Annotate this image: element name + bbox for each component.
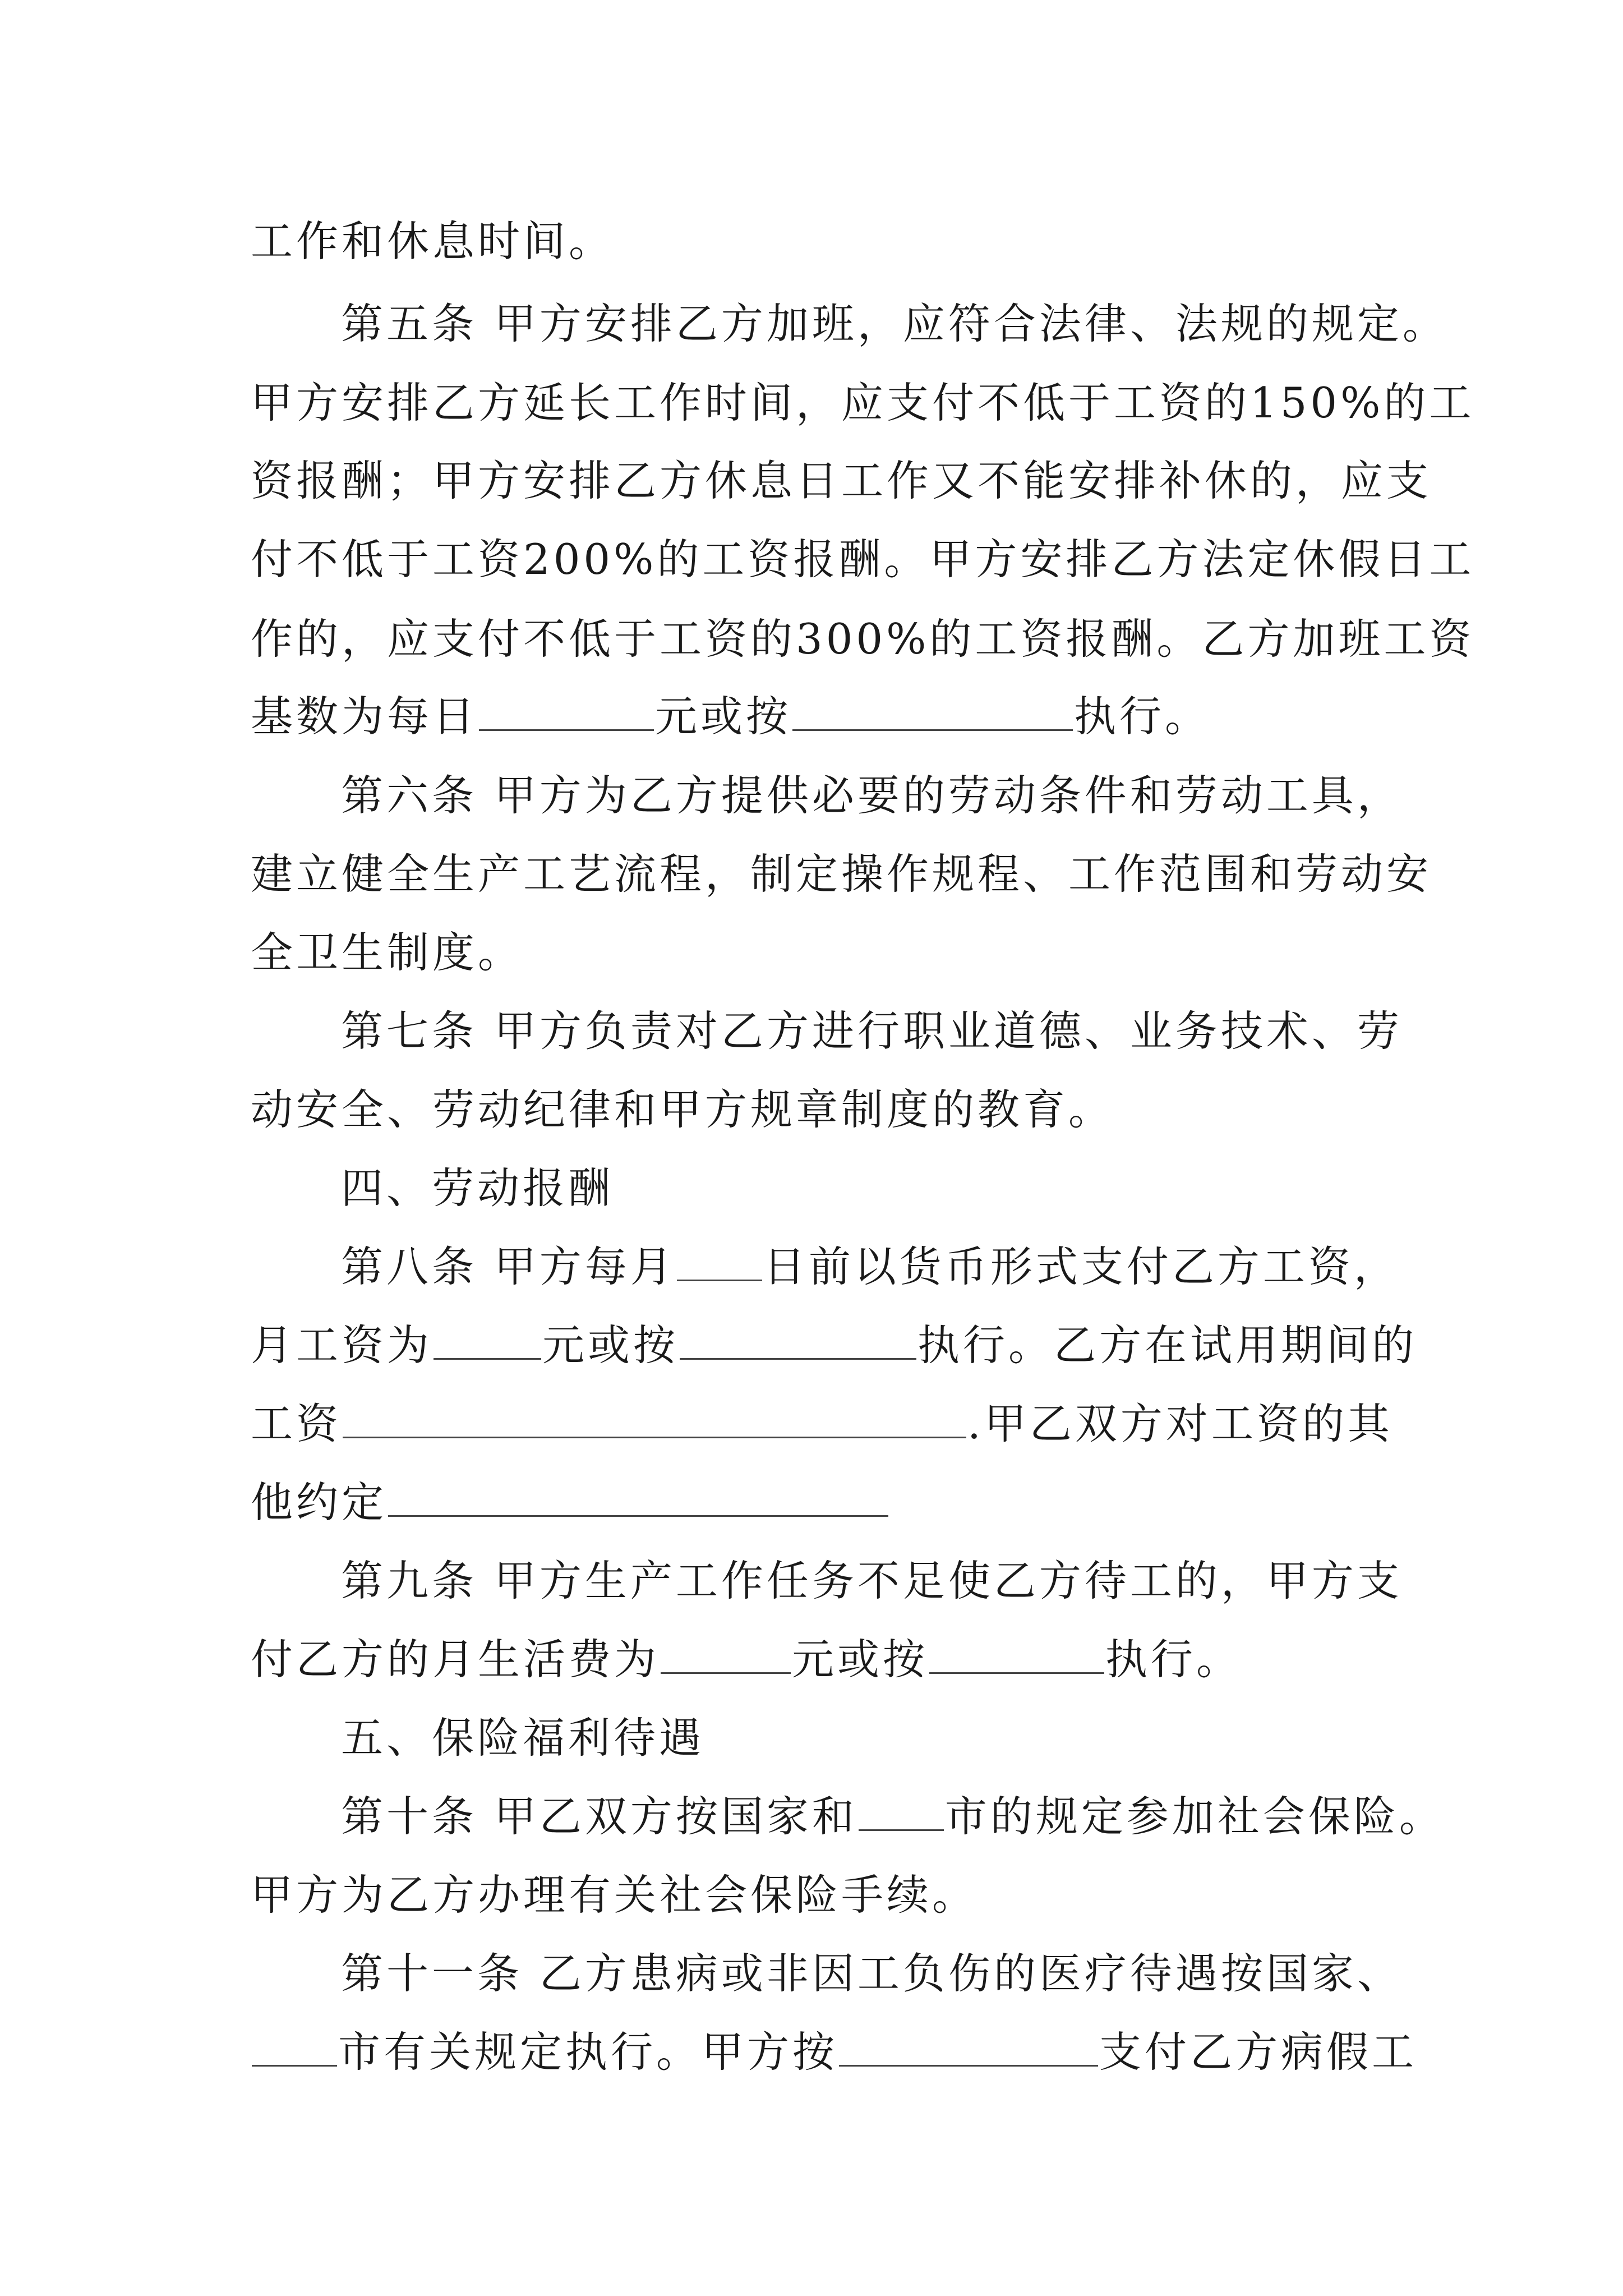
fill-in-blank[interactable]: [929, 1637, 1104, 1674]
text-run: 第十一条 乙方患病或非因工负伤的医疗待遇按国家、: [341, 1949, 1403, 1998]
text-run: 第五条 甲方安排乙方加班，应符合法律、法规的规定。: [341, 299, 1448, 348]
article-11-heading-line: [341, 1948, 1403, 1999]
fill-in-blank[interactable]: [479, 694, 654, 731]
fill-in-blank[interactable]: [661, 1637, 791, 1674]
text-run: 第七条 甲方负责对乙方进行职业道德、业务技术、劳: [341, 1006, 1403, 1056]
text-line: [251, 216, 614, 266]
text-run: 五、保险福利待遇: [341, 1713, 705, 1763]
text-run: 动安全、劳动纪律和甲方规章制度的教育。: [251, 1085, 1114, 1134]
text-line: [251, 1320, 1417, 1370]
text-run: 工作和休息时间。: [251, 217, 615, 266]
text-line: [251, 849, 1432, 899]
article-9-heading-line: [341, 1556, 1403, 1606]
text-line: [251, 1634, 1242, 1685]
fill-in-blank[interactable]: [388, 1480, 888, 1517]
fill-in-blank[interactable]: [680, 1323, 916, 1360]
text-line: [251, 378, 1474, 428]
text-run: 第八条 甲方每月: [341, 1242, 676, 1291]
text-run: 执行。乙方在试用期间的: [917, 1320, 1418, 1370]
text-run: 市有关规定执行。甲方按: [338, 2027, 838, 2077]
text-line: [251, 1084, 1114, 1135]
fill-in-blank[interactable]: [839, 2030, 1098, 2067]
text-run: 全卫生制度。: [251, 928, 524, 977]
fill-in-blank[interactable]: [677, 1245, 762, 1281]
text-line: [251, 455, 1432, 506]
fill-in-blank[interactable]: [343, 1402, 966, 1438]
text-run: 付不低于工资200%的工资报酬。甲方安排乙方法定休假日工: [251, 535, 1475, 584]
text-run: 基数为每日: [251, 692, 478, 741]
section-4-heading: [341, 1163, 614, 1213]
text-line: [251, 927, 523, 978]
text-run: 他约定: [251, 1478, 388, 1527]
article-7-heading-line: [341, 1006, 1403, 1056]
text-run: .甲乙双方对工资的其: [967, 1399, 1393, 1448]
text-run: 第六条 甲方为乙方提供必要的劳动条件和劳动工具，: [341, 771, 1403, 820]
text-run: 元或按: [542, 1320, 679, 1370]
text-line: [251, 534, 1474, 585]
fill-in-blank[interactable]: [792, 694, 1073, 731]
text-run: 月工资为: [251, 1320, 433, 1370]
text-run: 四、劳动报酬: [341, 1163, 614, 1213]
text-run: 执行。: [1074, 692, 1211, 741]
text-run: 日前以货币形式支付乙方工资，: [763, 1242, 1399, 1291]
fill-in-blank[interactable]: [859, 1795, 944, 1831]
article-8-heading-line: [341, 1241, 1399, 1292]
text-line: [251, 1870, 978, 1920]
article-6-heading-line: [341, 770, 1403, 821]
fill-in-blank[interactable]: [252, 2030, 337, 2067]
text-run: 执行。: [1105, 1635, 1242, 1684]
text-run: 甲方为乙方办理有关社会保险手续。: [251, 1870, 978, 1920]
text-run: 第九条 甲方生产工作任务不足使乙方待工的，甲方支: [341, 1556, 1403, 1605]
text-run: 工资: [251, 1399, 342, 1448]
text-run: 市的规定参加社会保险。: [944, 1792, 1445, 1841]
text-run: 元或按: [792, 1635, 929, 1684]
text-run: 第十条 甲乙双方按国家和: [341, 1792, 857, 1841]
text-run: 元或按: [655, 692, 792, 741]
article-5-heading-line: [341, 298, 1448, 349]
section-5-heading: [341, 1713, 704, 1763]
fill-in-blank[interactable]: [434, 1323, 541, 1360]
text-line: [251, 614, 1474, 664]
text-run: 资报酬；甲方安排乙方休息日工作又不能安排补休的，应支: [251, 456, 1432, 505]
text-line: [251, 1477, 889, 1527]
text-run: 付乙方的月生活费为: [251, 1635, 660, 1684]
article-10-heading-line: [341, 1791, 1445, 1842]
text-run: 作的，应支付不低于工资的300%的工资报酬。乙方加班工资: [251, 614, 1475, 664]
text-line: [251, 691, 1210, 742]
text-run: 支付乙方病假工: [1099, 2027, 1418, 2077]
text-line: [251, 2027, 1417, 2077]
text-run: 甲方安排乙方延长工作时间，应支付不低于工资的150%的工: [251, 378, 1475, 427]
text-run: 建立健全生产工艺流程，制定操作规程、工作范围和劳动安: [251, 849, 1432, 899]
text-line: [251, 1398, 1393, 1449]
